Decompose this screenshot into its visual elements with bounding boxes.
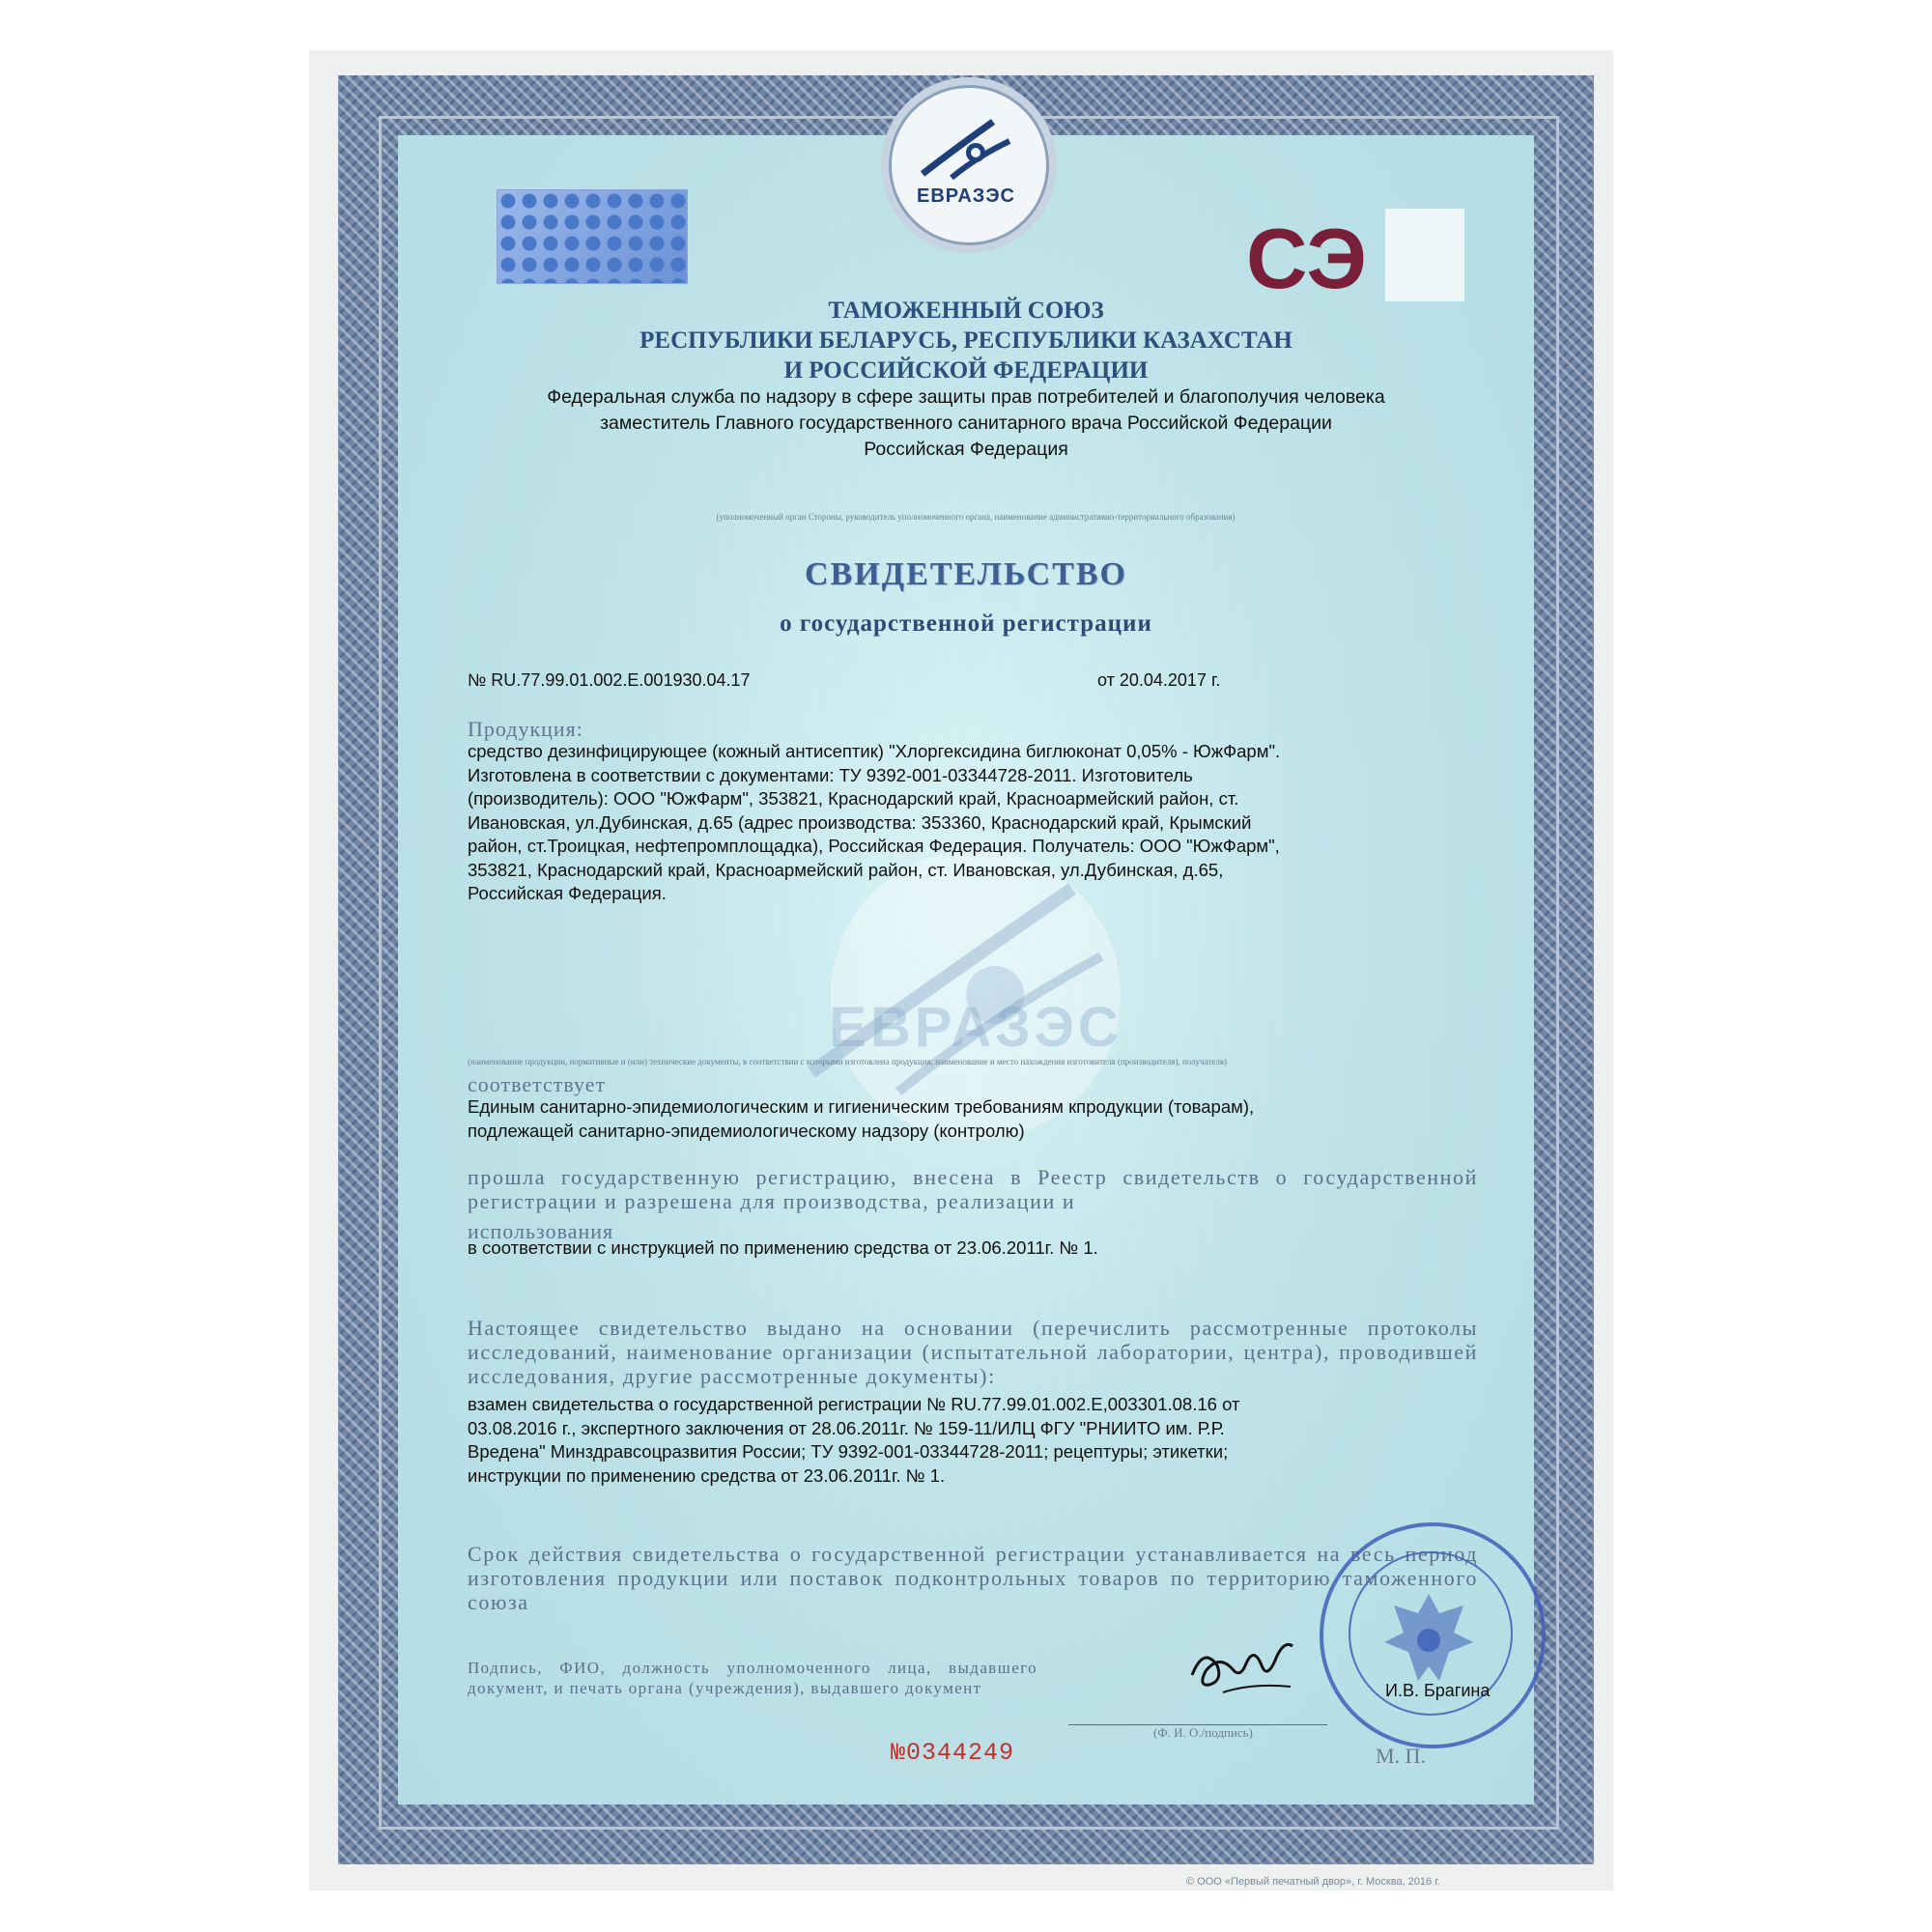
validity-statement: Срок действия свидетельства о государственной регистрации устанавливается на весь период изготовления продукции или поставок подконтрольных товаров по территорию таможенного союза <box>468 1542 1478 1614</box>
signatory-name: И.В. Брагина <box>1385 1681 1491 1700</box>
fio-caption: (Ф. И. О./подпись) <box>1153 1725 1253 1740</box>
form-serial-number: №0344249 <box>891 1739 1015 1767</box>
blank-corner-patch <box>1385 209 1464 301</box>
registration-statement: прошла государственную регистрацию, внесена в Реестр свидетельств о государственной регистрации и разрешена для производства, реализации и <box>468 1165 1478 1213</box>
basis-statement: Настоящее свидетельство выдано на основании (перечислить рассмотренные протоколы исследований, наименование организации (испытательной лаборатории, центра), проводившей исследования, другие рассмотренные документы): <box>468 1316 1478 1388</box>
watermark-text: ЕВРАЗЭС <box>829 996 1122 1059</box>
seal-place-label: М. П. <box>1376 1744 1426 1768</box>
emblem-label: ЕВРАЗЭС <box>916 185 1015 207</box>
customs-union-heading: ТАМОЖЕННЫЙ СОЮЗ РЕСПУБЛИКИ БЕЛАРУСЬ, РЕСПУБЛИКИ КАЗАХСТАН И РОССИЙСКОЙ ФЕДЕРАЦИИ <box>639 298 1293 384</box>
coat-of-arms-icon <box>1372 1584 1486 1690</box>
evrazes-logo-icon <box>918 114 1014 182</box>
certificate-subtitle: о государственной регистрации <box>780 611 1152 637</box>
usage-instruction: в соответствии с инструкцией по применению средства от 23.06.2011г. № 1. <box>468 1237 1098 1258</box>
hologram-sticker <box>497 189 688 284</box>
printer-credit: © ООО «Первый печатный двор», г. Москва, 2016 г. <box>1186 1876 1440 1888</box>
certificate-title: СВИДЕТЕЛЬСТВО <box>805 556 1127 592</box>
svg-text:СЭ: СЭ <box>1246 214 1367 301</box>
product-description: средство дезинфицирующее (кожный антисептик) "Хлоргексидина биглюконат 0,05% - ЮжФарм". Изготовлена в соответствии с документами: ТУ 9392-001-03344728-2011. Изготовитель (производитель): ООО "ЮжФарм", 353821, Краснодарский край, Красноармейский район, ст. Ивановская, ул.Дубинская, д.65 (адрес производства: 353360, Краснодарский край, Крымский район, ст.Троицкая, нефтепромплощадка), Российская Федерация. Получатель: ООО "ЮжФарм", 353821, Краснодарский край, Красноармейский район, ст. Ивановская, ул.Дубинская, д.65, Российская Федерация. <box>468 741 1281 903</box>
se-conformity-mark-icon <box>1246 214 1372 301</box>
product-label: Продукция: <box>468 717 583 741</box>
basis-documents: взамен свидетельства о государственной регистрации № RU.77.99.01.002.Е,003301.08.16 от 03.08.2016 г., экспертного заключения от 28.06.2011г. № 159-11/ИЛЦ ФГУ "РНИИТО им. Р.Р. Вредена" Минздравсоцразвития России; ТУ 9392-001-03344728-2011; рецептуры; этикетки; инструкции по применению средства от 23.06.2011г. № 1. <box>468 1394 1240 1486</box>
signature-caption: Подпись, ФИО, должность уполномоченного лица, выдавшего документ, и печать органа (учреждения), выдавшего документ <box>468 1659 1037 1697</box>
product-caption: (наименование продукции, нормативные и (или) технические документы, в соответствии с которыми изготовлена продукция, наименование и место нахождения изготовителя (производителя), получателя) <box>468 1057 1228 1066</box>
conformity-requirements: Единым санитарно-эпидемиологическим и гигиеническим требованиям кпродукции (товарам), подлежащей санитарно-эпидемиологическому надзору (контролю) <box>468 1096 1255 1141</box>
registration-line <box>468 670 1482 697</box>
registration-number: № RU.77.99.01.002.Е.001930.04.17 <box>468 670 751 690</box>
handwritten-signature <box>1184 1636 1300 1700</box>
registration-date: от 20.04.2017 г. <box>1097 670 1221 690</box>
usage-word: использования <box>468 1219 614 1243</box>
issuing-authority: Федеральная служба по надзору в сфере защиты прав потребителей и благополучия человека заместитель Главного государственного санитарного врача Российской Федерации Российская Федерация <box>547 386 1385 460</box>
authority-caption: (уполномоченный орган Стороны, руководитель уполномоченного органа, наименование административно-территориального образования) <box>716 512 1236 522</box>
conformity-label: соответствует <box>468 1072 607 1096</box>
